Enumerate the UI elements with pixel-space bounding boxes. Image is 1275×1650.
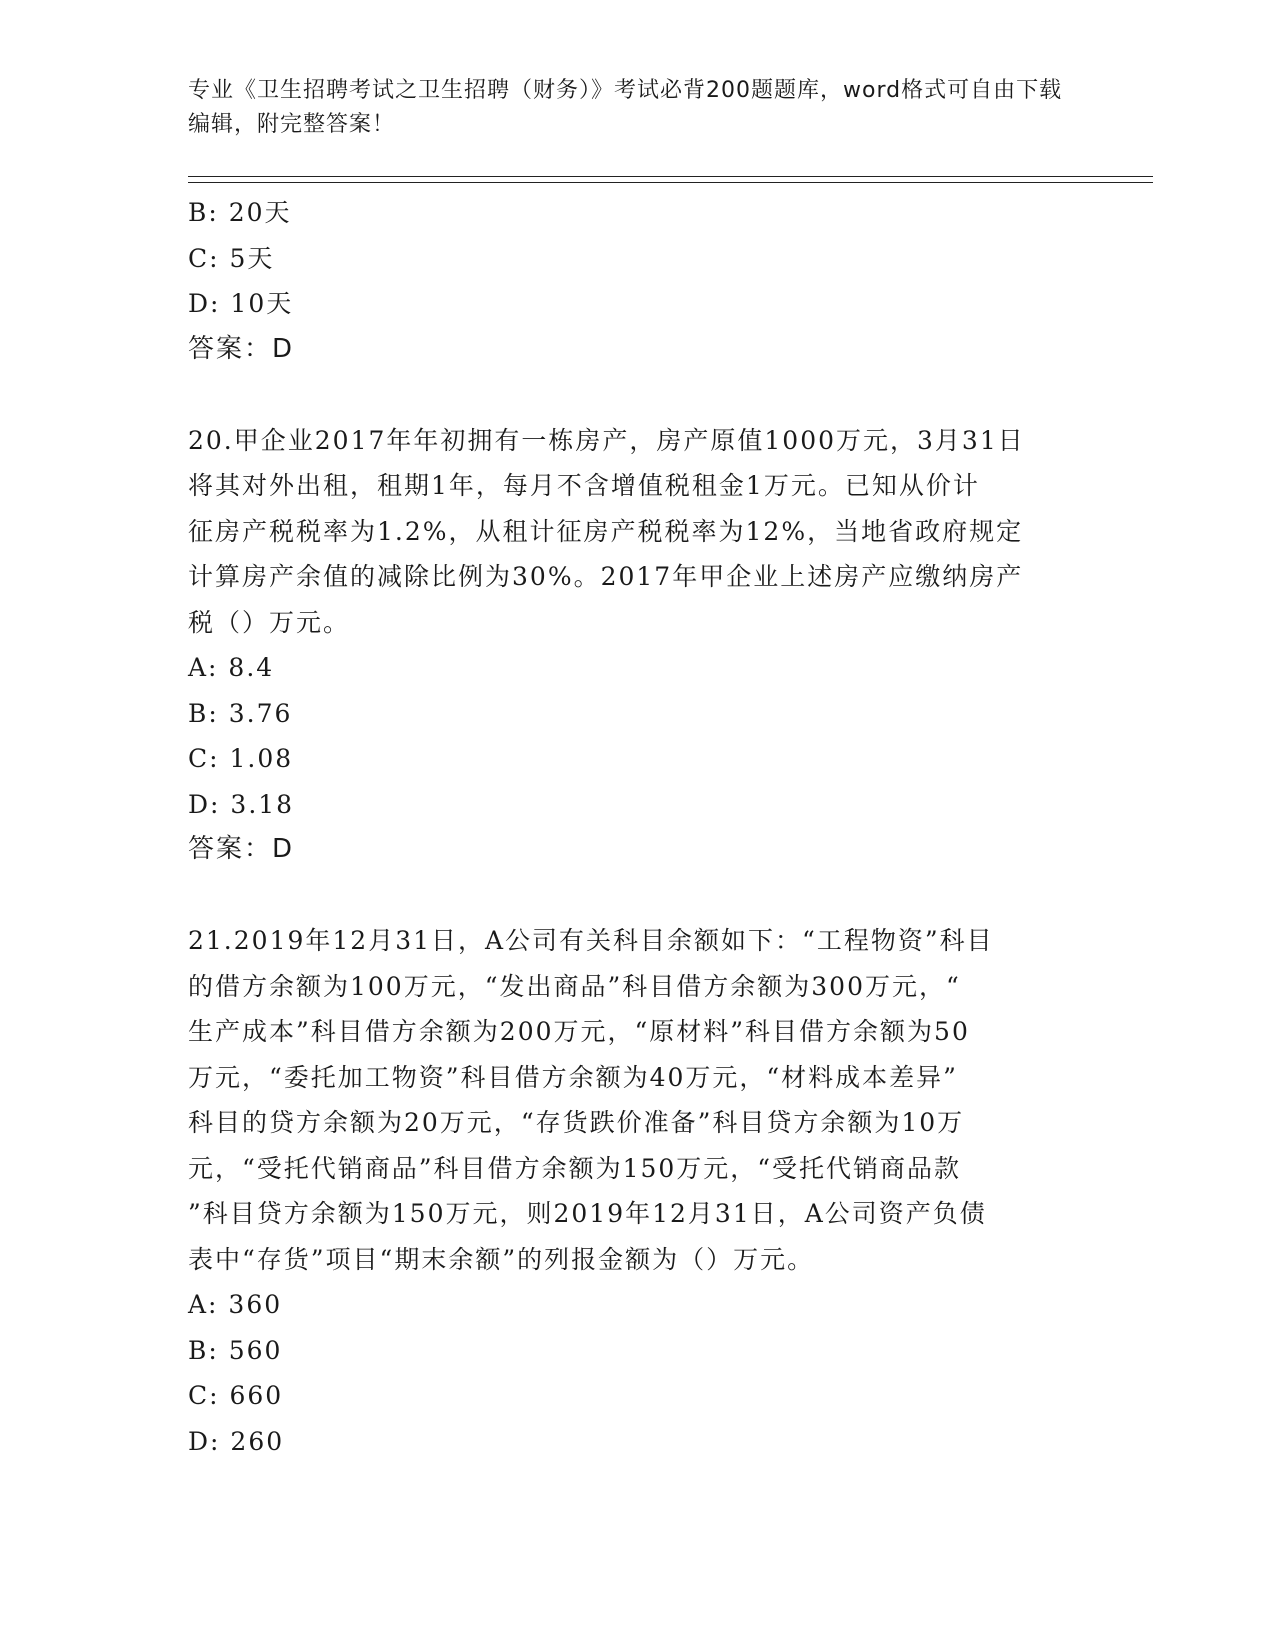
question-line: 20.甲企业2017年年初拥有一栋房产，房产原值1000万元，3月31日	[188, 425, 1025, 455]
option-c: C: 1.08	[188, 744, 294, 773]
question-line: 21.2019年12月31日，A公司有关科目余额如下：“工程物资”科目	[188, 926, 994, 955]
option-d: D: 10天	[188, 289, 294, 318]
prev-question-block	[188, 190, 1088, 372]
question-line: 表中“存货”项目“期末余额”的列报金额为（）万元。	[188, 1244, 815, 1274]
answer: 答案：D	[188, 333, 295, 364]
option-b: B: 560	[188, 1335, 283, 1365]
question-line: 税（）万元。	[188, 607, 351, 637]
question-line: 将其对外出租，租期1年，每月不含增值税租金1万元。已知从价计	[188, 471, 980, 500]
option-d: D: 260	[188, 1426, 285, 1456]
question-21	[188, 918, 1088, 1464]
question-20	[188, 418, 1088, 873]
option-b: B: 20天	[188, 198, 292, 227]
document-body	[188, 190, 1088, 1464]
question-line: 元，“受托代销商品”科目借方余额为150万元，“受托代销商品款	[188, 1153, 962, 1183]
header-divider-top	[188, 176, 1153, 177]
answer: 答案：D	[188, 834, 295, 864]
document-header: 专业《卫生招聘考试之卫生招聘（财务）》考试必背200题题库，word格式可自由下载编辑，附完整答案！	[188, 78, 1063, 137]
option-d: D: 3.18	[188, 789, 295, 819]
question-line: ”科目贷方余额为150万元，则2019年12月31日，A公司资产负债	[188, 1199, 987, 1228]
question-line: 科目的贷方余额为20万元，“存货跌价准备”科目贷方余额为10万	[188, 1108, 965, 1137]
question-line: 生产成本”科目借方余额为200万元，“原材料”科目借方余额为50	[188, 1017, 970, 1046]
question-line: 的借方余额为100万元，“发出商品”科目借方余额为300万元，“	[188, 971, 961, 1001]
option-b: B: 3.76	[188, 698, 293, 728]
option-c: C: 5天	[188, 243, 275, 273]
option-a: A: 360	[188, 1290, 283, 1319]
question-line: 征房产税税率为1.2%，从租计征房产税税率为12%，当地省政府规定	[188, 516, 1024, 546]
option-c: C: 660	[188, 1381, 284, 1410]
option-a: A: 8.4	[188, 653, 275, 682]
question-line: 计算房产余值的减除比例为30%。2017年甲企业上述房产应缴纳房产	[188, 562, 1024, 591]
question-line: 万元，“委托加工物资”科目借方余额为40万元，“材料成本差异”	[188, 1062, 958, 1092]
header-divider-bottom	[188, 182, 1153, 183]
